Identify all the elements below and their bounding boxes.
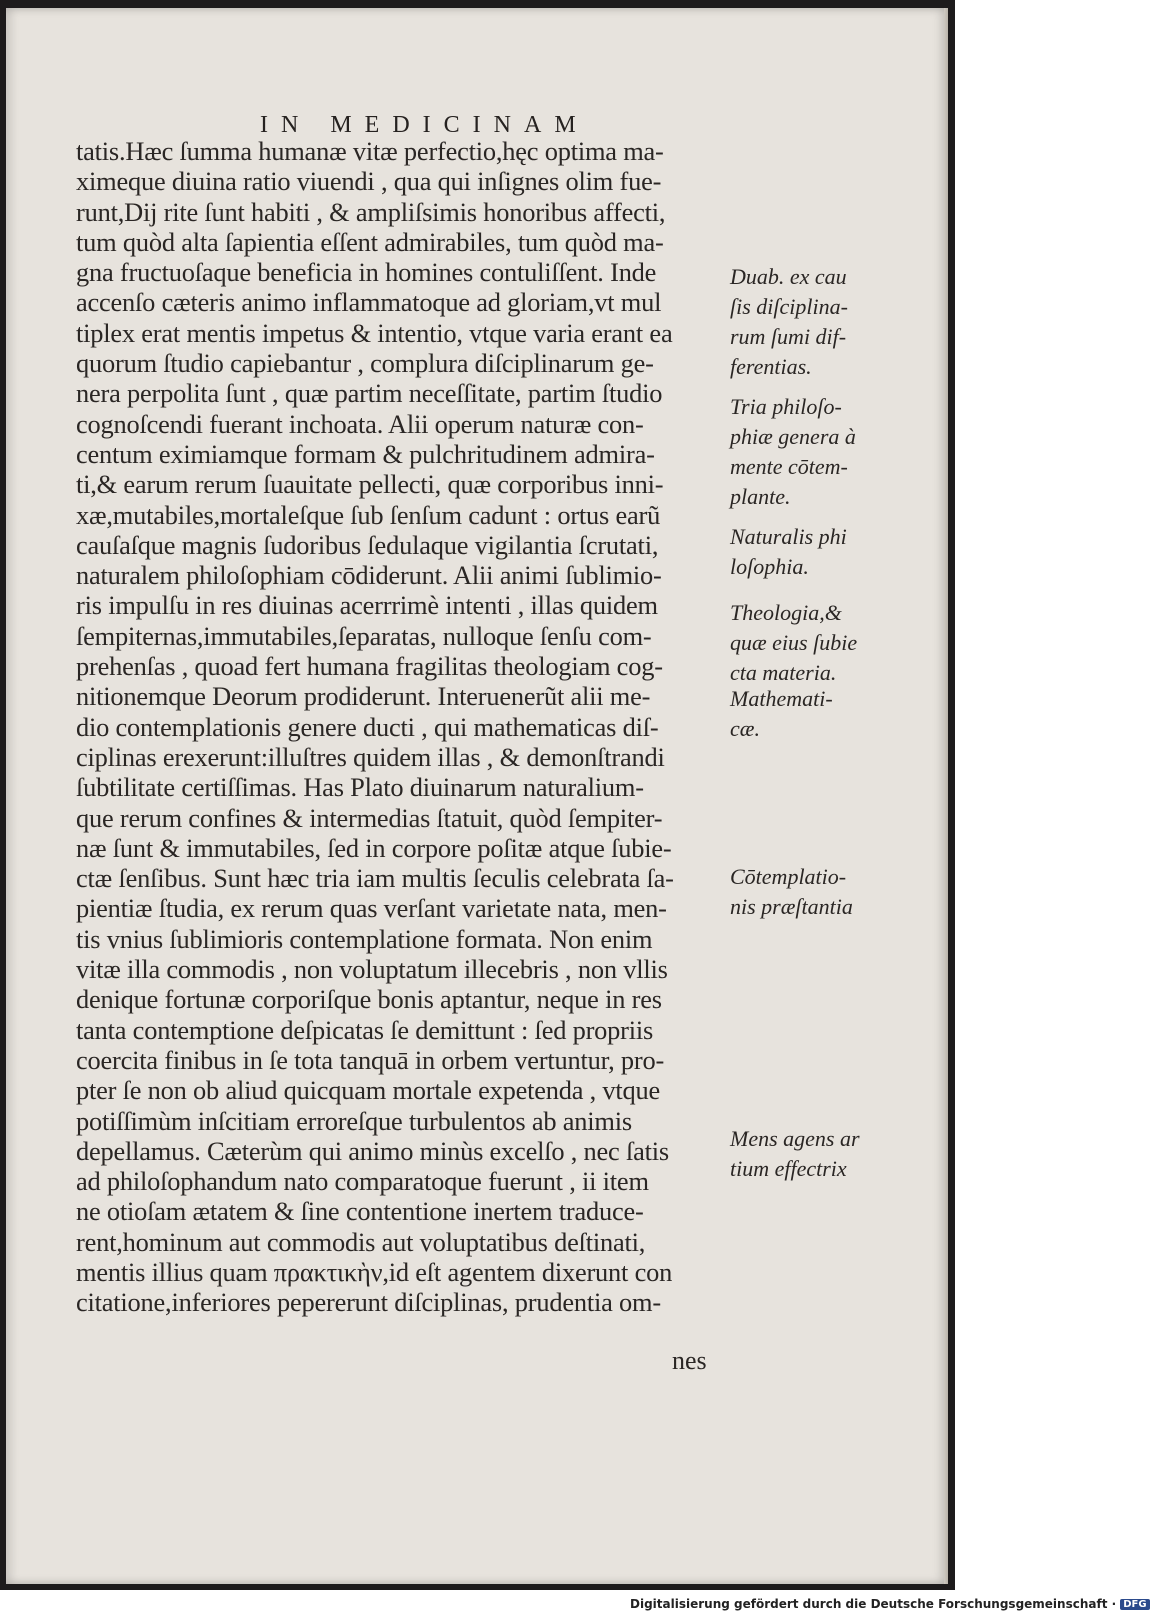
marginal-note-line: Duab. ex cau xyxy=(730,264,847,289)
body-text xyxy=(76,136,716,1318)
text-line: mentis illius quam πρακτικὴν,id eſt agentem dixerunt con xyxy=(76,1256,673,1287)
page-edge xyxy=(944,8,948,1584)
text-line: tiplex erat mentis impetus & intentio, vtque varia erant ea xyxy=(76,317,673,348)
credit-text: Digitalisierung gefördert durch die Deutsche Forschungsgemeinschaft · xyxy=(630,1597,1117,1611)
text-line: tanta contemptione deſpicatas ſe demittunt : ſed propriis xyxy=(76,1014,654,1045)
text-line: ti,& earum rerum ſuauitate pellecti, quæ corporibus inni- xyxy=(76,469,664,500)
text-line: accenſo cæteris animo inflammatoque ad gloriam,vt mul xyxy=(76,287,662,318)
marginal-note-line: Naturalis phi xyxy=(730,524,847,549)
marginal-note-line: Mens agens ar xyxy=(730,1126,860,1151)
text-line: næ ſunt & immutabiles, ſed in corpore poſitæ atque ſubie- xyxy=(76,832,672,863)
text-line: denique fortunæ corporiſque bonis aptantur, neque in res xyxy=(76,984,662,1015)
text-line: nera perpolita ſunt , quæ partim neceſſitate, partim ſtudio xyxy=(76,378,663,409)
text-line: tum quòd alta ſapientia eſſent admirabiles, tum quòd ma- xyxy=(76,226,664,257)
text-line: ctæ ſenſibus. Sunt hæc tria iam multis ſeculis celebrata ſa- xyxy=(76,863,674,894)
marginal-note-line: Theologia,& xyxy=(730,600,842,625)
marginal-note-line: Tria philoſo- xyxy=(730,394,842,419)
marginal-note xyxy=(730,862,853,922)
text-line: ciplinas erexerunt:illuſtres quidem illas , & demonſtrandi xyxy=(76,741,665,772)
text-line: naturalem philoſophiam cōdiderunt. Alii animi ſublimio- xyxy=(76,560,662,591)
marginal-note-line: ferentias. xyxy=(730,354,812,379)
text-line: ſempiternas,immutabiles,ſeparatas, nulloque ſenſu com- xyxy=(76,620,652,651)
text-line: quorum ſtudio capiebantur , complura diſciplinarum ge- xyxy=(76,348,654,379)
text-line: ximeque diuina ratio viuendi , qua qui inſignes olim fue- xyxy=(76,166,662,197)
marginal-note xyxy=(730,262,848,382)
text-line: dio contemplationis genere ducti , qui mathematicas diſ- xyxy=(76,711,659,742)
text-line: ſubtilitate certiſſimas. Has Plato diuinarum naturalium- xyxy=(76,772,644,803)
marginal-note-line: phiæ genera à xyxy=(730,424,856,449)
marginal-note-line: rum ſumi dif- xyxy=(730,324,847,349)
text-line: runt,Dij rite ſunt habiti , & ampliſsimis honoribus affecti, xyxy=(76,196,666,227)
text-line: xæ,mutabiles,mortaleſque ſub ſenſum cadunt : ortus earũ xyxy=(76,499,661,530)
text-line: cauſaſque magnis ſudoribus ſedulaque vigilantia ſcrutati, xyxy=(76,529,659,560)
marginal-note-line: mente cōtem- xyxy=(730,454,848,479)
text-line: ne otioſam ætatem & ſine contentione inertem traduce- xyxy=(76,1196,644,1227)
marginal-note xyxy=(730,1124,860,1184)
digitization-credit xyxy=(630,1597,1150,1611)
text-line: cognoſcendi fuerant inchoata. Alii operum naturæ con- xyxy=(76,408,644,439)
text-line: tatis.Hæc ſumma humanæ vitæ perfectio,hęc optima ma- xyxy=(76,136,664,166)
text-line: pter ſe non ob aliud quicquam mortale expetenda , vtque xyxy=(76,1075,661,1106)
text-line: pientiæ ſtudia, ex rerum quas verſant varietate nata, men- xyxy=(76,893,667,924)
marginal-note-line: plante. xyxy=(730,484,791,509)
marginal-note-line: cta materia. xyxy=(730,660,837,685)
marginal-note-line: Cōtemplatio- xyxy=(730,864,847,889)
text-line: rent,hominum aut commodis aut voluptatibus deſtinati, xyxy=(76,1226,646,1257)
text-line: citatione,inferiores pepererunt diſciplinas, prudentia om- xyxy=(76,1287,661,1318)
marginal-note xyxy=(730,522,847,582)
marginal-note-line: Mathemati- xyxy=(730,686,833,711)
marginal-note xyxy=(730,392,856,512)
text-line: potiſſimùm inſcitiam erroreſque turbulentos ab animis xyxy=(76,1105,632,1136)
marginal-note-line: quæ eius ſubie xyxy=(730,630,858,655)
text-line: que rerum confines & intermedias ſtatuit, quòd ſempiter- xyxy=(76,802,663,833)
dfg-logo: DFG xyxy=(1120,1599,1149,1610)
catchword: nes xyxy=(672,1346,707,1375)
text-line: ad philoſophandum nato comparatoque fuerunt , ii item xyxy=(76,1166,649,1197)
marginal-note xyxy=(730,598,857,688)
text-line: ris impulſu in res diuinas acerrrimè intenti , illas quidem xyxy=(76,590,658,621)
text-line: gna fructuoſaque beneficia in homines contuliſſent. Inde xyxy=(76,257,657,288)
text-line: centum eximiamque formam & pulchritudinem admira- xyxy=(76,438,655,469)
text-line: vitæ illa commodis , non voluptatum illecebris , non vllis xyxy=(76,954,668,985)
marginal-note-line: ſis diſciplina- xyxy=(730,294,848,319)
marginal-note-line: tium effectrix xyxy=(730,1156,847,1181)
marginal-note-line: loſophia. xyxy=(730,554,809,579)
marginal-note xyxy=(730,684,833,744)
marginal-note-line: nis præſtantia xyxy=(730,894,853,919)
text-line: nitionemque Deorum prodiderunt. Interuenerũt alii me- xyxy=(76,681,651,712)
running-head: IN MEDICINAM xyxy=(260,112,589,138)
text-line: depellamus. Cæterùm qui animo minùs excelſo , nec ſatis xyxy=(76,1135,669,1166)
text-line: prehenſas , quoad fert humana fragilitas theologiam cog- xyxy=(76,651,663,682)
text-line: coercita finibus in ſe tota tanquā in orbem vertuntur, pro- xyxy=(76,1044,665,1075)
text-line: tis vnius ſublimioris contemplatione formata. Non enim xyxy=(76,923,653,954)
marginal-note-line: cæ. xyxy=(730,716,760,741)
